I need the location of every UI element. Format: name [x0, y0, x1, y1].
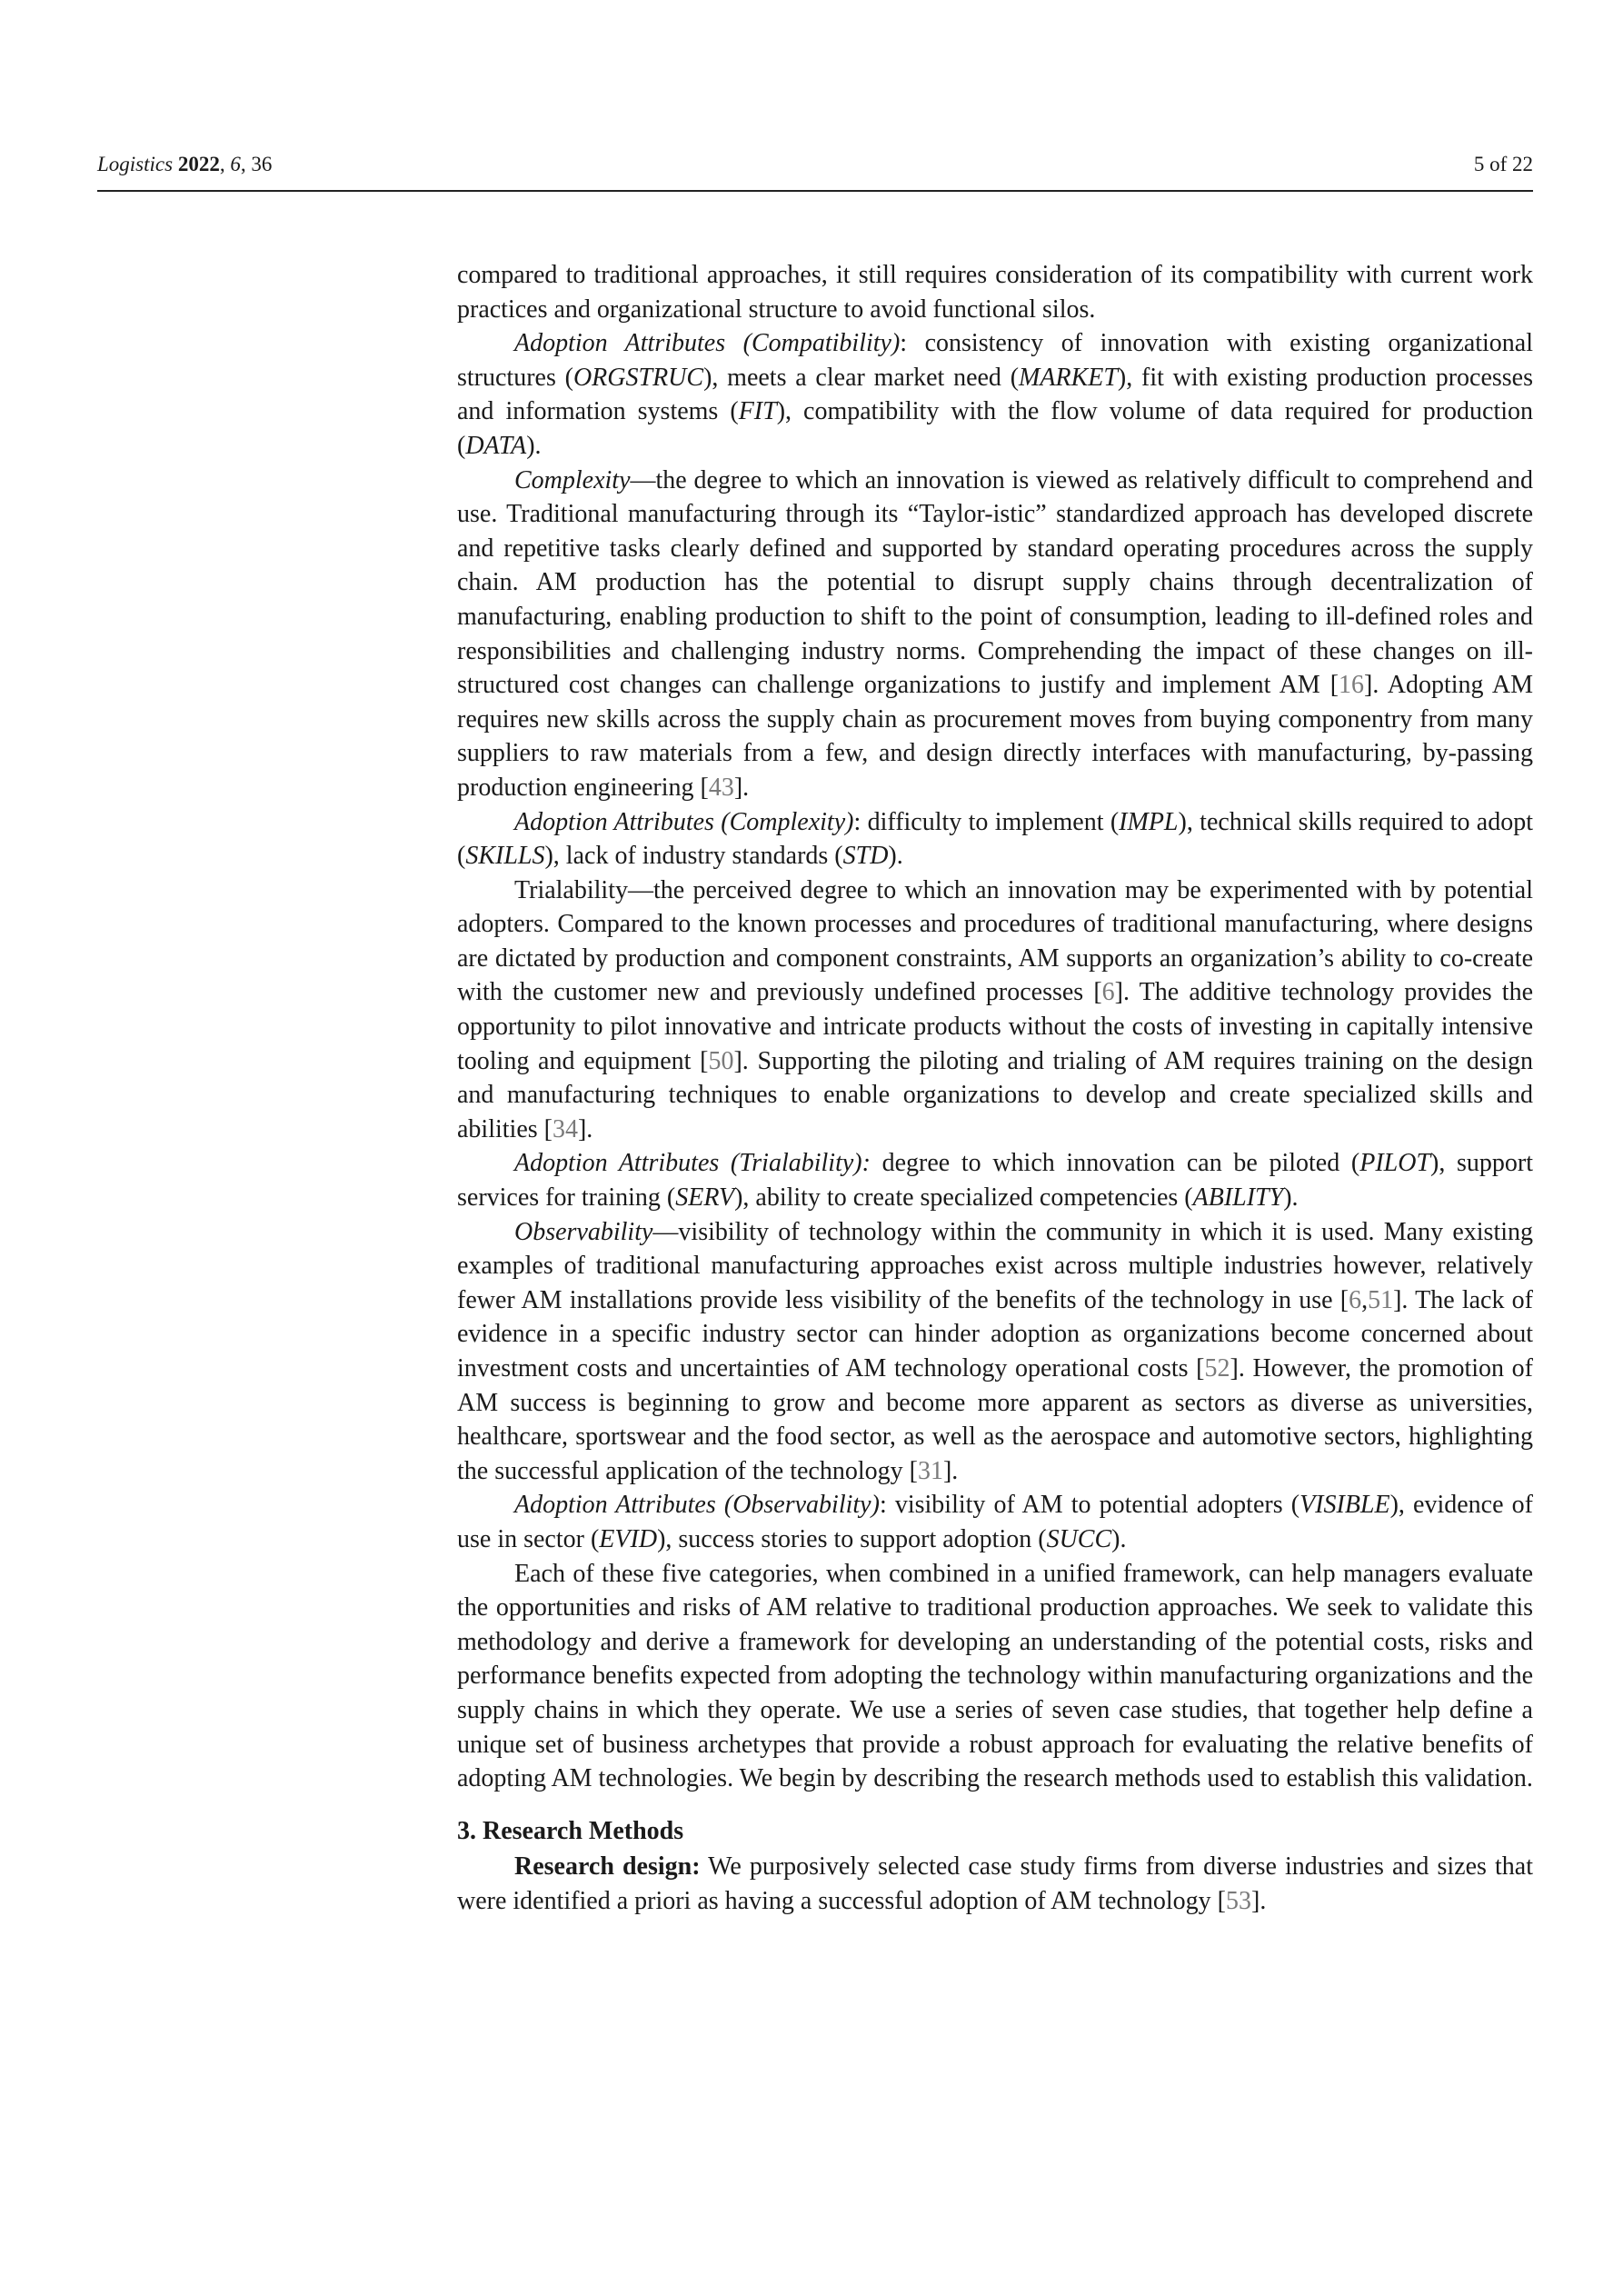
paragraph-complexity — [457, 464, 1533, 805]
text-run: , — [1361, 1285, 1369, 1314]
article-number: 36 — [251, 153, 273, 175]
text-run: degree to which innovation can be piloted ( — [870, 1149, 1360, 1178]
citation-link[interactable]: 31 — [917, 1456, 943, 1485]
citation-link[interactable]: 50 — [708, 1046, 734, 1075]
paragraph-lead: Adoption Attributes (Compatibility) — [514, 329, 901, 358]
paragraph-trialability-attributes — [457, 1146, 1533, 1214]
citation-link[interactable]: 43 — [708, 773, 734, 802]
article-body — [457, 258, 1533, 1919]
attribute-code: SUCC — [1046, 1524, 1112, 1553]
text-run: ), success stories to support adoption ( — [657, 1524, 1047, 1553]
attribute-code: ORGSTRUC — [573, 363, 704, 392]
attribute-code: MARKET — [1019, 363, 1118, 392]
text-run: ]. — [733, 773, 750, 802]
text-run: : visibility of AM to potential adopters ( — [879, 1491, 1300, 1520]
paragraph-compatibility-attributes — [457, 326, 1533, 463]
text-run: : difficulty to implement ( — [853, 807, 1120, 836]
citation-link[interactable]: 6 — [1101, 978, 1115, 1007]
text-run: —visibility of technology within the community in which it is used. Many existing examples of traditional manufacturing approaches exist across multiple industries however, relatively fewer AM installations provide less visibility of the benefits of the technology in use [ — [457, 1217, 1533, 1314]
text-run: ), ability to create specialized competencies ( — [734, 1183, 1193, 1213]
citation-link[interactable]: 51 — [1368, 1285, 1394, 1314]
text-run: ), meets a clear market need ( — [703, 363, 1020, 392]
text-run: ]. The additive technology provides the opportunity to pilot innovative and intricate products without the costs of investing in capitally intensive tooling and equipment [ — [457, 978, 1534, 1075]
citation-link[interactable]: 34 — [552, 1114, 578, 1143]
citation-link[interactable]: 52 — [1204, 1354, 1230, 1383]
text-run: We purposively selected case study firms from diverse industries and sizes that were identified a priori as having a successful adoption of AM technology [ — [457, 1852, 1534, 1915]
citation-link[interactable]: 53 — [1226, 1886, 1251, 1915]
text-run: ). — [1283, 1183, 1299, 1213]
attribute-code: SERV — [675, 1183, 735, 1213]
paragraph-summary: Each of these five categories, when combined in a unified framework, can help managers evaluate the opportunities and risks of AM relative to traditional production approaches. We seek to validate this methodology and derive a framework for developing an understanding of the potential costs, risks and performance benefits expected from adopting the technology within manufacturing organizations and the supply chains in which they operate. We use a series of seven case studies, that together help define a unique set of business archetypes that provide a robust approach for evaluating the relative benefits of adopting AM technologies. We begin by describing the research methods used to establish this validation. — [457, 1559, 1533, 1793]
text-run: ]. Adopting AM requires new skills across the supply chain as procurement moves from buying componentry from many suppliers to raw materials from a few, and design directly interfaces with manufacturing, by-passing production engineering [ — [457, 671, 1533, 802]
journal-volume: 6 — [230, 153, 241, 175]
section-heading: 3. Research Methods — [457, 1816, 684, 1845]
text-run: ), lack of industry standards ( — [544, 842, 843, 871]
attribute-code: SKILLS — [465, 842, 545, 871]
text-run: ), support services for training ( — [457, 1149, 1534, 1213]
journal-year: 2022 — [177, 153, 220, 175]
text-run: ]. Supporting the piloting and trialing of AM requires training on the design and manufacturing techniques to enable organizations to develop and create specialized skills and abilities [ — [457, 1046, 1533, 1143]
paragraph-lead: Research design: — [514, 1852, 701, 1882]
paragraph-lead: Observability — [514, 1217, 653, 1246]
text-run: : consistency of innovation with existing organizational structures ( — [457, 329, 1534, 392]
attribute-code: PILOT — [1359, 1149, 1431, 1178]
header-rule — [97, 190, 1533, 192]
journal-name: Logistics — [97, 153, 174, 175]
paragraph-complexity-attributes — [457, 805, 1533, 873]
text-run: ), technical skills required to adopt ( — [457, 807, 1533, 871]
paragraph-research-design — [457, 1850, 1533, 1918]
citation-link[interactable]: 6 — [1349, 1285, 1362, 1314]
text-run: ). — [1111, 1524, 1127, 1553]
page-number: 5 of 22 — [1473, 153, 1533, 175]
paragraph-lead: Adoption Attributes (Observability) — [514, 1491, 880, 1520]
running-header — [97, 151, 1533, 187]
text-run: ), evidence of use in sector ( — [457, 1491, 1533, 1553]
paragraph-lead: Adoption Attributes (Trialability): — [514, 1149, 871, 1178]
text-run: ). — [888, 842, 903, 871]
attribute-code: DATA — [465, 431, 527, 460]
attribute-code: IMPL — [1119, 807, 1179, 836]
attribute-code: STD — [842, 842, 889, 871]
paragraph-lead: Adoption Attributes (Complexity) — [514, 807, 854, 836]
attribute-code: EVID — [599, 1524, 658, 1553]
text-run: Trialability—the perceived degree to which an innovation may be experimented with by potential adopters. Compared to the known processes and procedures of traditional manufacturing, where designs are dictated by production and component constraints, AM supports an organization’s ability to co-create with the customer new and previously undefined processes [ — [457, 875, 1533, 1007]
text-run: ]. — [577, 1114, 593, 1143]
text-run: ), fit with existing production processes and information systems ( — [457, 363, 1533, 426]
text-run: ), compatibility with the flow volume of data required for production ( — [457, 397, 1534, 460]
text-run: ]. — [1251, 1886, 1267, 1915]
paragraph-trialability — [457, 873, 1533, 1147]
paragraph-1: compared to traditional approaches, it still requires consideration of its compatibility with current work practices and organizational structure to avoid functional silos. — [457, 261, 1533, 324]
attribute-code: ABILITY — [1192, 1183, 1284, 1213]
journal-citation: Logistics 2022, 6, 36 — [97, 153, 273, 175]
paragraph-observability-attributes — [457, 1488, 1533, 1556]
paragraph-lead: Complexity — [514, 465, 631, 494]
text-run: ). — [526, 431, 542, 460]
citation-link[interactable]: 16 — [1339, 671, 1365, 700]
text-run: —the degree to which an innovation is viewed as relatively difficult to comprehend and use. Traditional manufacturing through its “Taylor-istic” standardized approach has developed discrete and repetitive tasks clearly defined and supported by standard operating procedures across the supply chain. AM production has the potential to disrupt supply chains through decentralization of manufacturing, enabling production to shift to the point of consumption, leading to ill-defined roles and responsibilities and challenging industry norms. Comprehending the impact of these changes on ill-structured cost changes can challenge organizations to justify and implement AM [ — [457, 465, 1533, 700]
text-run: ]. However, the promotion of AM success is beginning to grow and become more apparent as sectors as diverse as universities, healthcare, sportswear and the food sector, as well as the aerospace and automotive sectors, highlighting the successful application of the technology [ — [457, 1354, 1533, 1485]
attribute-code: VISIBLE — [1299, 1491, 1390, 1520]
attribute-code: FIT — [738, 397, 777, 426]
paragraph-observability — [457, 1215, 1533, 1489]
text-run: ]. The lack of evidence in a specific industry sector can hinder adoption as organizations become concerned about investment costs and uncertainties of AM technology operational costs [ — [457, 1285, 1534, 1383]
text-run: ]. — [942, 1456, 959, 1485]
